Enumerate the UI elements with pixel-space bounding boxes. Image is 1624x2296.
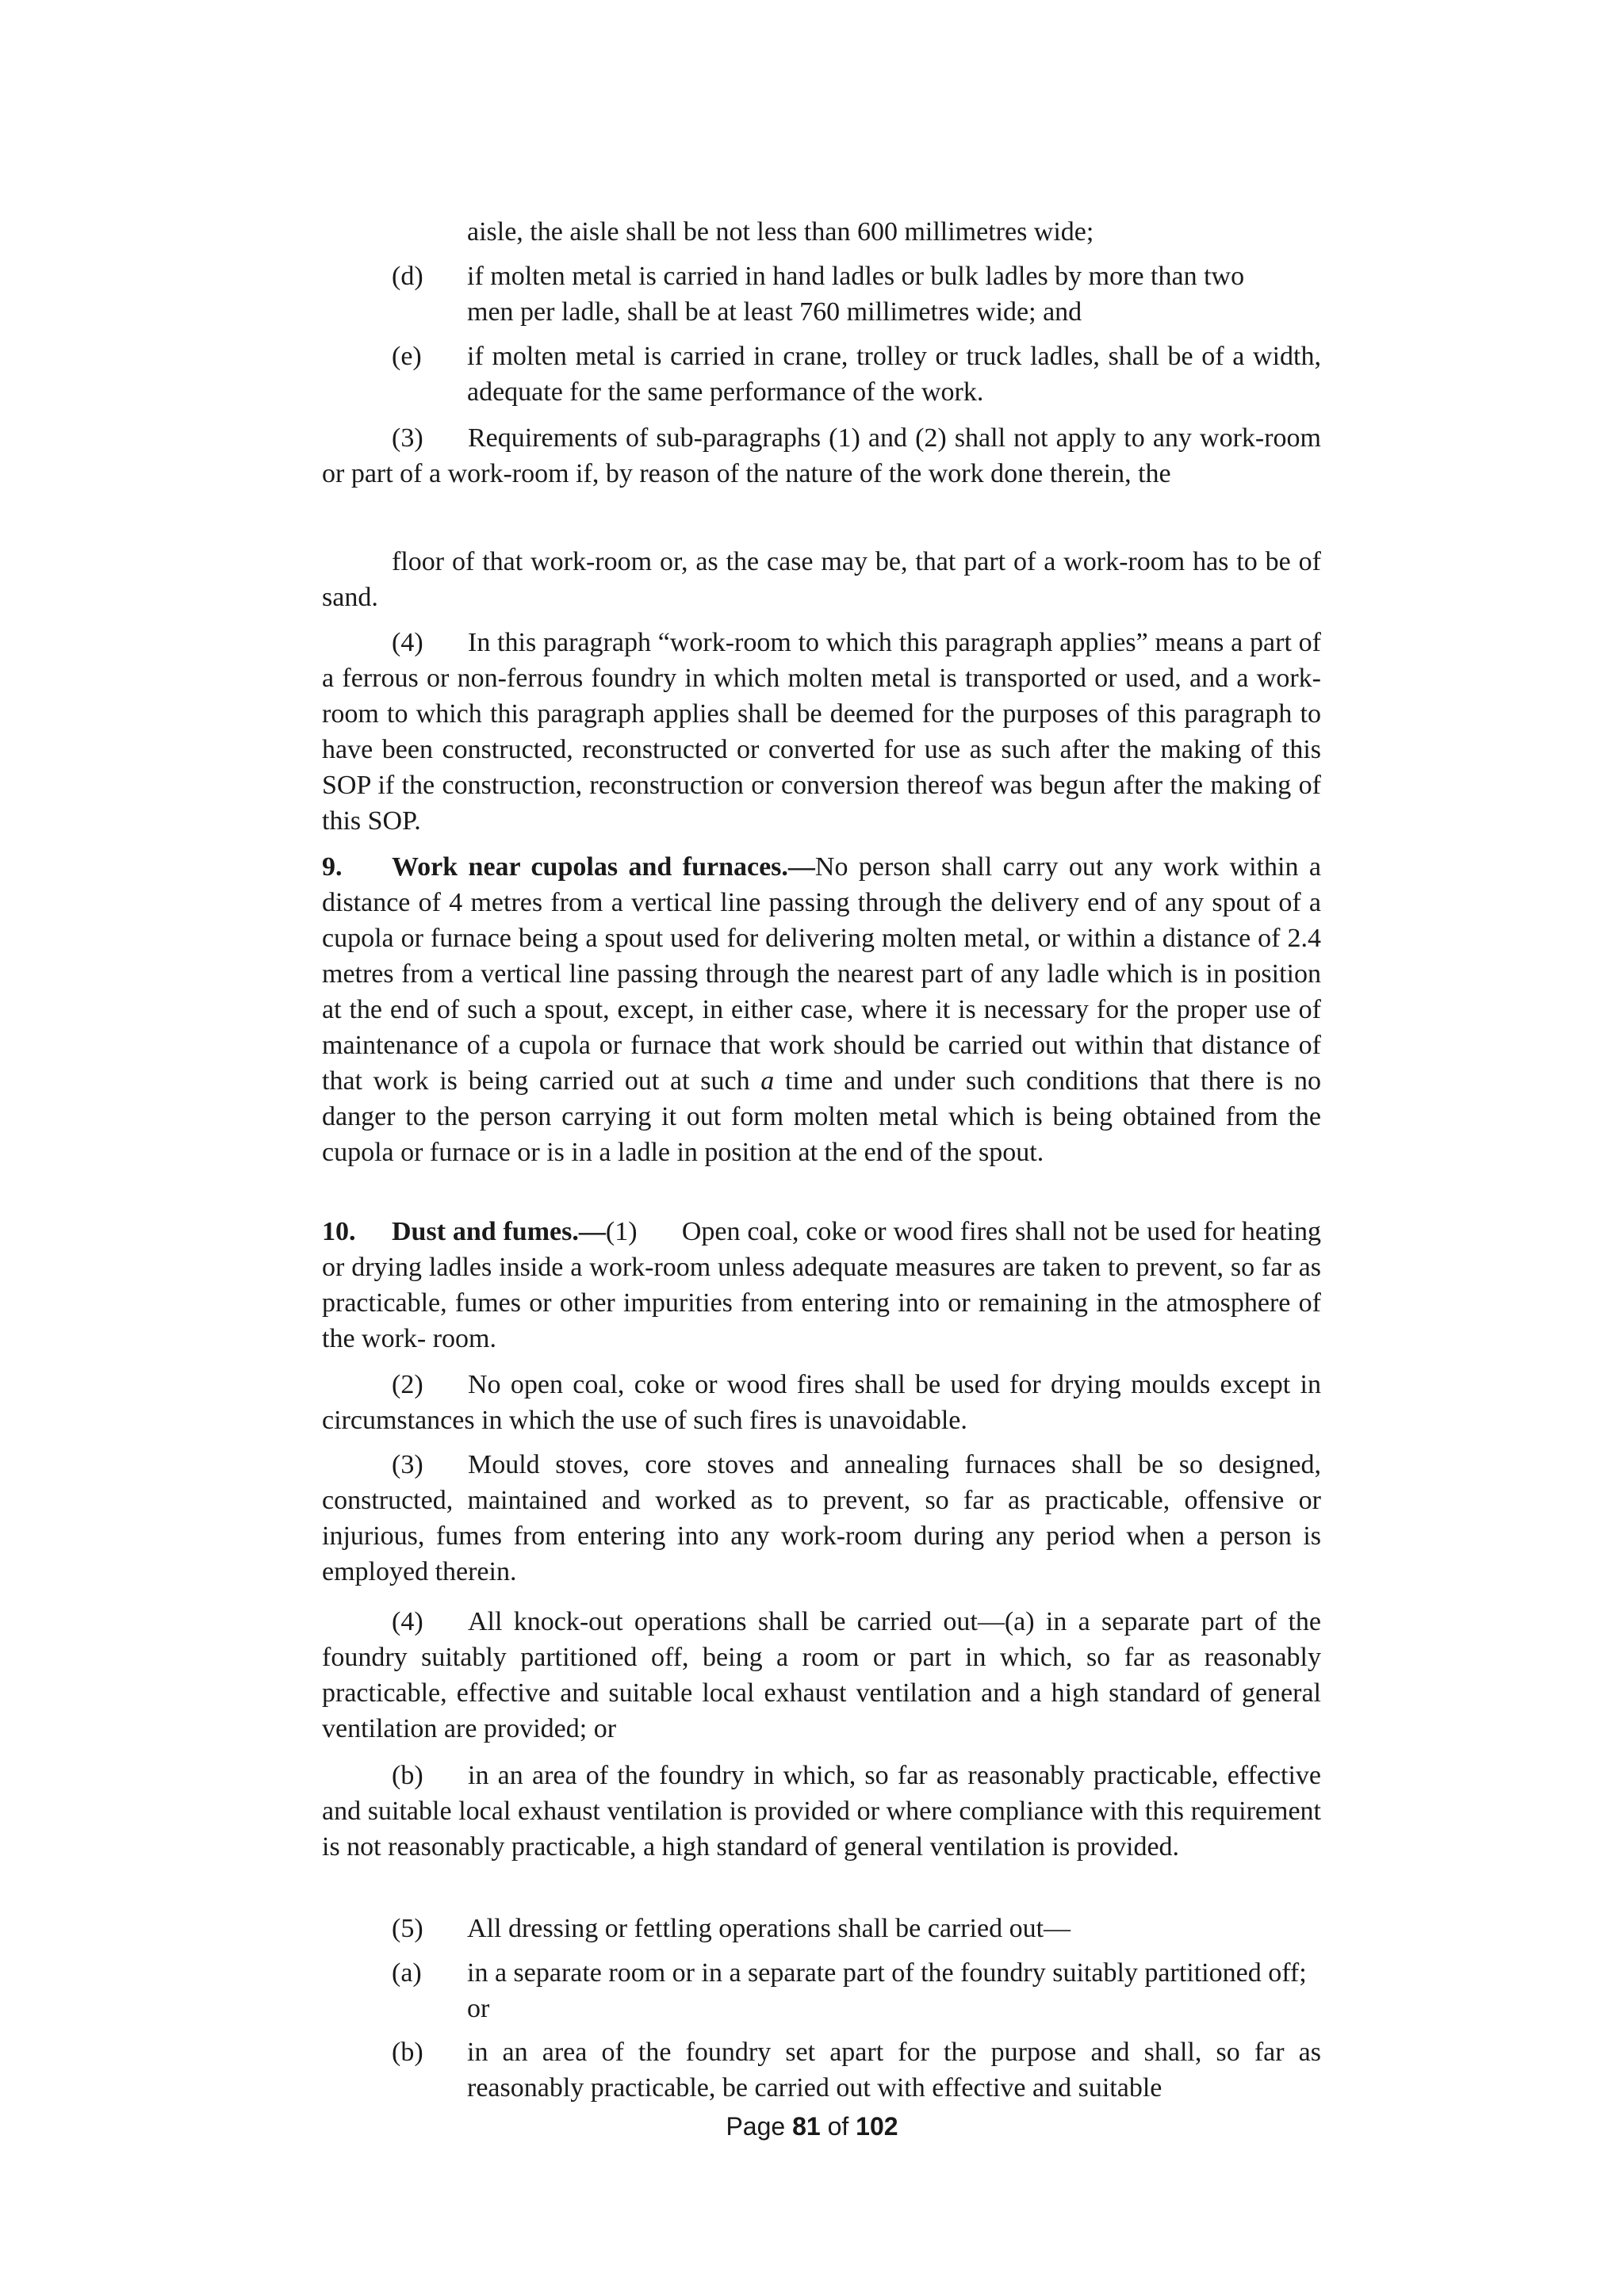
- current-page-number: 81: [792, 2112, 821, 2141]
- list-text: in an area of the foundry set apart for the purpose and shall, so far as reasonably practicable, be carried out with effective and suitable: [467, 2038, 1321, 2103]
- para-text: Open coal, coke or wood fires shall not be used for heating or drying ladles inside a work-room unless adequate measures are taken to prevent, so far as practicable, fumes or other impurities from entering into or remaining in the atmosphere of the work- room.: [322, 1217, 1321, 1353]
- para-label: (3): [392, 1450, 423, 1479]
- total-pages: 102: [856, 2112, 898, 2141]
- list-item-5a: [322, 1955, 1321, 2026]
- of-word: of: [827, 2112, 849, 2141]
- section-10-para-3: [322, 1447, 1321, 1590]
- para-label: (5): [392, 1914, 423, 1943]
- section-10-para-5: [322, 1911, 1321, 1946]
- para-text: In this paragraph “work-room to which this paragraph applies” means a part of a ferrous or non-ferrous foundry in which molten metal is transported or used, and a work-room to which this paragraph applies shall be deemed for the purposes of this paragraph to have been constructed, reconstructed or converted for use as such after the making of this SOP if the construction, reconstruction or conversion thereof was begun after the making of this SOP.: [322, 628, 1321, 836]
- para-label: (3): [392, 423, 423, 453]
- para-label: (1): [605, 1217, 638, 1246]
- continuation-line: aisle, the aisle shall be not less than 600 millimetres wide;: [467, 217, 1094, 247]
- para-text: in an area of the foundry in which, so far as reasonably practicable, effective and suitable local exhaust ventilation is provided or where compliance with this requirement is not reasonably practicable, a high standard of general ventilation is provided.: [322, 1761, 1321, 1862]
- section-10: [322, 1214, 1321, 1357]
- list-item-d: [322, 258, 1321, 330]
- section-10-para-2: [322, 1367, 1321, 1438]
- paragraph-4: [322, 625, 1321, 839]
- page-word: Page: [726, 2112, 786, 2141]
- list-item-5b: [322, 2034, 1321, 2106]
- para-text: All dressing or fettling operations shall be carried out—: [467, 1914, 1071, 1943]
- para-label: (2): [392, 1370, 423, 1399]
- section-text-italic: a: [760, 1066, 775, 1096]
- list-label: (b): [392, 2038, 423, 2067]
- list-item-e: [322, 339, 1321, 410]
- para-text: Mould stoves, core stoves and annealing furnaces shall be so designed, constructed, maintained and worked as to prevent, so far as practicable, offensive or injurious, fumes from entering into any work-room during any period when a person is employed therein.: [322, 1450, 1321, 1586]
- section-10-para-4: [322, 1604, 1321, 1747]
- list-label: (d): [392, 262, 423, 291]
- list-label: (a): [392, 1958, 422, 1988]
- section-9: [322, 849, 1321, 1170]
- para-label: (4): [392, 1607, 423, 1636]
- list-text: if molten metal is carried in hand ladles or bulk ladles by more than two men per ladle, shall be at least 760 millimetres wide; and: [467, 262, 1245, 327]
- section-text: No person shall carry out any work within a distance of 4 metres from a vertical line passing through the delivery end of any spout of a cupola or furnace being a spout used for delivering molten metal, or within a distance of 2.4 metres from a vertical line passing through the nearest part of any ladle which is in position at the end of such a spout, except, in either case, where it is necessary for the proper use of maintenance of a cupola or furnace that work should be carried out within that distance of that work is being carried out at such: [322, 852, 1321, 1096]
- section-number: 10.: [322, 1217, 356, 1246]
- para-label: (4): [392, 628, 423, 657]
- para-text: Requirements of sub-paragraphs (1) and (2) shall not apply to any work-room or part of a work-room if, by reason of the nature of the work done therein, the: [322, 423, 1321, 488]
- section-10-para-4b: [322, 1758, 1321, 1865]
- para-label: (b): [392, 1761, 423, 1790]
- section-text-end: time and under such conditions that there is no danger to the person carrying it out form molten metal which is being obtained from the cupola or furnace or is in a ladle in position at the end of the spout.: [322, 1066, 1321, 1167]
- paragraph-3: [322, 420, 1321, 492]
- list-label: (e): [392, 342, 422, 371]
- para-text: No open coal, coke or wood fires shall be used for drying moulds except in circumstances in which the use of such fires is unavoidable.: [322, 1370, 1321, 1435]
- section-heading: Work near cupolas and furnaces.—: [392, 852, 815, 882]
- list-text: in a separate room or in a separate part of the foundry suitably partitioned off; or: [467, 1958, 1307, 2023]
- section-number: 9.: [322, 852, 343, 882]
- paragraph-3-continued: floor of that work-room or, as the case may be, that part of a work-room has to be of sand.: [322, 547, 1321, 612]
- list-text: if molten metal is carried in crane, trolley or truck ladles, shall be of a width, adequate for the same performance of the work.: [467, 342, 1321, 407]
- page-footer: [0, 2110, 1624, 2142]
- para-text: All knock-out operations shall be carried out—(a) in a separate part of the foundry suitably partitioned off, being a room or part in which, so far as reasonably practicable, effective and suitable local exhaust ventilation and a high standard of general ventilation are provided; or: [322, 1607, 1321, 1743]
- section-heading: Dust and fumes.—: [392, 1217, 606, 1246]
